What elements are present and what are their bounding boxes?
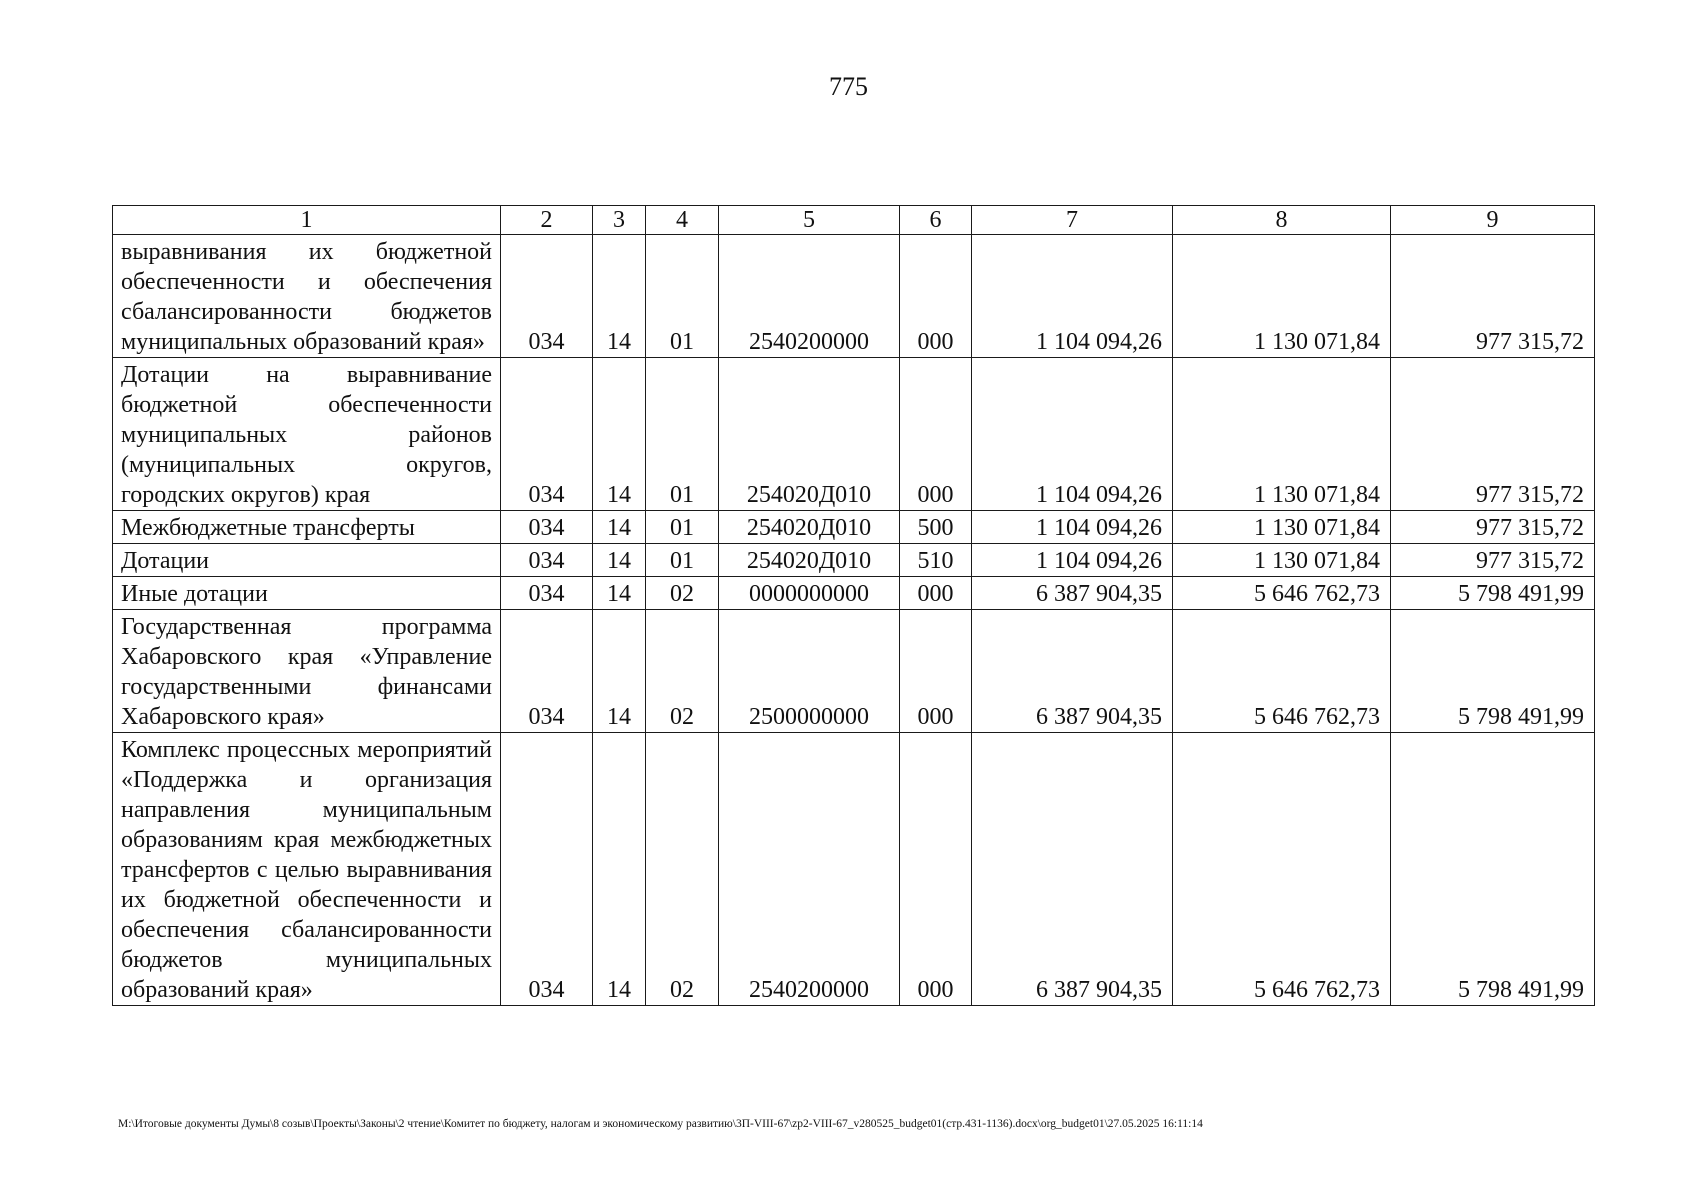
cell-col9: 977 315,72 bbox=[1391, 511, 1595, 544]
cell-col8: 5 646 762,73 bbox=[1173, 733, 1391, 1006]
cell-col7: 1 104 094,26 bbox=[972, 358, 1173, 511]
cell-col4: 02 bbox=[646, 577, 719, 610]
cell-col7: 6 387 904,35 bbox=[972, 577, 1173, 610]
cell-col7: 1 104 094,26 bbox=[972, 544, 1173, 577]
cell-col5: 254020Д010 bbox=[719, 358, 900, 511]
cell-col4: 02 bbox=[646, 610, 719, 733]
cell-col9: 5 798 491,99 bbox=[1391, 733, 1595, 1006]
column-header: 7 bbox=[972, 206, 1173, 235]
table-row bbox=[113, 733, 1595, 1006]
cell-col8: 5 646 762,73 bbox=[1173, 577, 1391, 610]
cell-col9: 5 798 491,99 bbox=[1391, 610, 1595, 733]
cell-col7: 6 387 904,35 bbox=[972, 610, 1173, 733]
cell-col6: 000 bbox=[900, 358, 972, 511]
row-description: Дотации на выравнивание бюджетной обеспеченности муниципальных районов (муниципальных округов, городских округов) края bbox=[113, 358, 501, 511]
cell-col4: 01 bbox=[646, 544, 719, 577]
cell-col9: 977 315,72 bbox=[1391, 235, 1595, 358]
cell-col6: 500 bbox=[900, 511, 972, 544]
cell-col4: 02 bbox=[646, 733, 719, 1006]
column-header: 3 bbox=[593, 206, 646, 235]
cell-col2: 034 bbox=[501, 235, 593, 358]
cell-col6: 000 bbox=[900, 733, 972, 1006]
cell-col2: 034 bbox=[501, 511, 593, 544]
table-row bbox=[113, 577, 1595, 610]
table-row bbox=[113, 610, 1595, 733]
table-row bbox=[113, 235, 1595, 358]
table-row bbox=[113, 511, 1595, 544]
cell-col3: 14 bbox=[593, 577, 646, 610]
cell-col8: 1 130 071,84 bbox=[1173, 358, 1391, 511]
cell-col8: 1 130 071,84 bbox=[1173, 511, 1391, 544]
row-description: выравнивания их бюджетной обеспеченности и обеспечения сбалансированности бюджетов муниципальных образований края» bbox=[113, 235, 501, 358]
cell-col2: 034 bbox=[501, 610, 593, 733]
table-row bbox=[113, 544, 1595, 577]
cell-col3: 14 bbox=[593, 511, 646, 544]
footer-file-path: M:\Итоговые документы Думы\8 созыв\Проекты\Законы\2 чтение\Комитет по бюджету, налогам и экономическому развитию\3П-VIII-67\zp2-VIII-67_v280525_budget01(стр.431-1136).docx\org_budget01\27.05.2025 16:11:14 bbox=[118, 1118, 1203, 1130]
cell-col5: 2540200000 bbox=[719, 235, 900, 358]
row-description: Комплекс процессных мероприятий «Поддержка и организация направления муниципальным образованиям края межбюджетных трансфертов с целью выравнивания их бюджетной обеспеченности и обеспечения сбалансированности бюджетов муниципальных образований края» bbox=[113, 733, 501, 1006]
cell-col4: 01 bbox=[646, 358, 719, 511]
row-description: Межбюджетные трансферты bbox=[113, 511, 501, 544]
cell-col3: 14 bbox=[593, 235, 646, 358]
cell-col2: 034 bbox=[501, 733, 593, 1006]
budget-table bbox=[112, 205, 1595, 1006]
page-number: 775 bbox=[829, 72, 868, 101]
cell-col2: 034 bbox=[501, 577, 593, 610]
cell-col8: 5 646 762,73 bbox=[1173, 610, 1391, 733]
cell-col4: 01 bbox=[646, 511, 719, 544]
column-header: 2 bbox=[501, 206, 593, 235]
cell-col6: 000 bbox=[900, 577, 972, 610]
column-header: 8 bbox=[1173, 206, 1391, 235]
cell-col3: 14 bbox=[593, 610, 646, 733]
cell-col8: 1 130 071,84 bbox=[1173, 544, 1391, 577]
column-header: 4 bbox=[646, 206, 719, 235]
row-description: Иные дотации bbox=[113, 577, 501, 610]
table-row bbox=[113, 358, 1595, 511]
cell-col5: 2540200000 bbox=[719, 733, 900, 1006]
cell-col6: 000 bbox=[900, 610, 972, 733]
cell-col7: 1 104 094,26 bbox=[972, 511, 1173, 544]
column-header: 9 bbox=[1391, 206, 1595, 235]
cell-col3: 14 bbox=[593, 733, 646, 1006]
cell-col5: 2500000000 bbox=[719, 610, 900, 733]
column-header: 6 bbox=[900, 206, 972, 235]
cell-col6: 000 bbox=[900, 235, 972, 358]
cell-col9: 977 315,72 bbox=[1391, 358, 1595, 511]
column-header: 1 bbox=[113, 206, 501, 235]
cell-col2: 034 bbox=[501, 358, 593, 511]
cell-col5: 0000000000 bbox=[719, 577, 900, 610]
cell-col8: 1 130 071,84 bbox=[1173, 235, 1391, 358]
header-row bbox=[113, 206, 1595, 235]
column-header: 5 bbox=[719, 206, 900, 235]
row-description: Дотации bbox=[113, 544, 501, 577]
cell-col5: 254020Д010 bbox=[719, 544, 900, 577]
cell-col9: 5 798 491,99 bbox=[1391, 577, 1595, 610]
cell-col3: 14 bbox=[593, 358, 646, 511]
cell-col7: 1 104 094,26 bbox=[972, 235, 1173, 358]
cell-col3: 14 bbox=[593, 544, 646, 577]
row-description: Государственная программа Хабаровского края «Управление государственными финансами Хабаровского края» bbox=[113, 610, 501, 733]
cell-col5: 254020Д010 bbox=[719, 511, 900, 544]
cell-col6: 510 bbox=[900, 544, 972, 577]
cell-col9: 977 315,72 bbox=[1391, 544, 1595, 577]
cell-col2: 034 bbox=[501, 544, 593, 577]
cell-col4: 01 bbox=[646, 235, 719, 358]
cell-col7: 6 387 904,35 bbox=[972, 733, 1173, 1006]
